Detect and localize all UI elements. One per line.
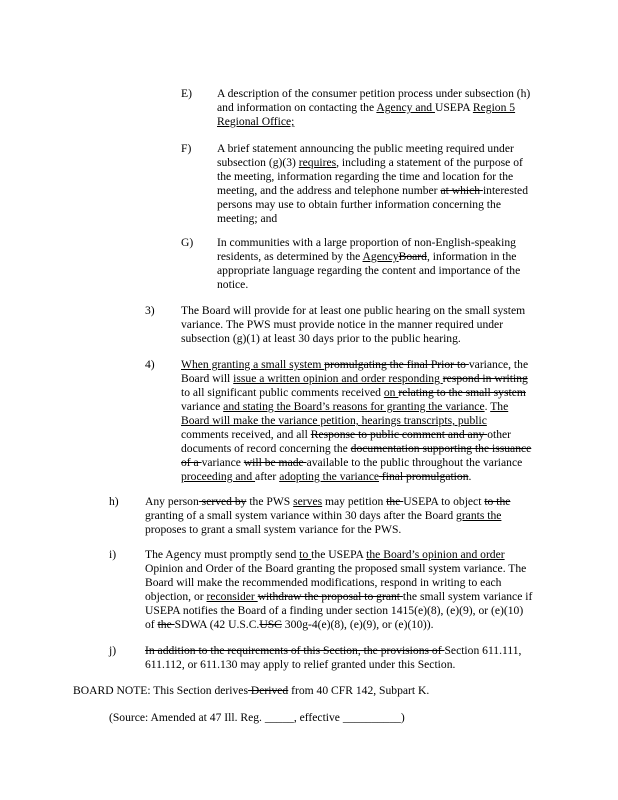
text-run: Board will make the variance petition, hearings transcripts, public (181, 414, 487, 427)
text-run: grants the (456, 509, 502, 522)
text-run: documents of record concerning the (181, 442, 351, 455)
text-run: issue a written opinion and order responding (233, 372, 443, 385)
text-line (181, 304, 601, 318)
text-run: 611.112, or 611.130 may apply to relief granted under this Section. (145, 658, 456, 671)
text-line (181, 386, 601, 400)
text-run: to (299, 548, 312, 561)
text-run: variance, the (468, 358, 529, 371)
text-run: respond in writing (442, 372, 528, 385)
text-run: , including a statement of the purpose of (336, 156, 523, 169)
text-run: Section 611.111, (444, 644, 522, 657)
text-line (181, 358, 601, 372)
text-line (217, 184, 587, 198)
text-line (145, 562, 595, 576)
text-run: relating to the small system (398, 386, 526, 399)
text-run: on (383, 386, 399, 399)
text-run: A description of the consumer petition process under subsection (h) (217, 87, 531, 100)
text-run: will be made (243, 456, 307, 469)
text-run: Any person (145, 495, 199, 508)
text-run: In addition to the requirements of this Section, the provisions of (145, 644, 445, 657)
text-run: Agency (362, 250, 399, 263)
text-run: subsection (g)(1) at least 30 days prior to the public hearing. (181, 332, 461, 345)
text-line (181, 372, 601, 386)
text-line (145, 495, 595, 509)
item-label: 4) (145, 358, 155, 371)
text-run: . (484, 400, 491, 413)
text-run: served by (198, 495, 247, 508)
text-run: SDWA (42 U.S.C. (174, 618, 260, 631)
text-run: from 40 CFR 142, Subpart K. (288, 684, 430, 697)
text-line (145, 509, 595, 523)
item-label: j) (109, 644, 117, 657)
text-run: the meeting, information regarding the time and location for the (217, 170, 514, 183)
text-run: may petition (322, 495, 387, 508)
text-run: Board (398, 250, 427, 263)
text-line (145, 604, 595, 618)
text-line (145, 548, 595, 562)
text-run: final promulgation (378, 470, 469, 483)
text-run: variance (181, 400, 224, 413)
text-run: after (255, 470, 280, 483)
item-label: 3) (145, 304, 155, 317)
text-line (181, 456, 601, 470)
text-run: and stating the Board’s reasons for granting the variance (223, 400, 485, 413)
text-line (217, 142, 587, 156)
text-run: variance (201, 456, 244, 469)
text-run: Board will (181, 372, 234, 385)
text-run: A brief statement announcing the public meeting required under (217, 142, 514, 155)
text-line (217, 101, 587, 115)
text-run: Derived (247, 684, 289, 697)
text-run: adopting the variance (279, 470, 379, 483)
text-run: proposes to grant a small system variance for the PWS. (145, 523, 402, 536)
text-run: of a (181, 456, 202, 469)
text-run: objection, or (145, 590, 207, 603)
text-line (109, 711, 589, 725)
text-line (217, 156, 587, 170)
text-run: documentation supporting the issuance (350, 442, 532, 455)
text-run: the (386, 495, 404, 508)
text-line (217, 264, 587, 278)
text-run: proceeding and (181, 470, 256, 483)
text-run: comments received, and all (181, 428, 311, 441)
text-run: notice. (217, 278, 249, 291)
text-run: subsection (g)(3) (217, 156, 299, 169)
text-line (217, 115, 587, 129)
text-run: USEPA notifies the Board of a finding under section 1415(e)(8), (e)(9), or (e)(10) (145, 604, 524, 617)
text-line (145, 576, 595, 590)
item-text (217, 236, 587, 292)
text-line (181, 400, 601, 414)
item-text (145, 548, 595, 632)
text-line (217, 250, 587, 264)
text-run: promulgating the final (324, 358, 431, 371)
board-note-text (73, 684, 573, 698)
text-line (181, 470, 601, 484)
text-run: (Source: Amended at 47 Ill. Reg. _____, effective __________) (109, 711, 405, 724)
text-line (217, 236, 587, 250)
text-line (181, 332, 601, 346)
text-run: residents, as determined by the (217, 250, 363, 263)
text-run: The Agency must promptly send (145, 548, 300, 561)
text-run: , information in the (426, 250, 517, 263)
text-run: Region 5 (472, 101, 516, 114)
text-run: to all significant public comments received (181, 386, 384, 399)
text-run: BOARD NOTE: This Section derives (73, 684, 248, 697)
text-run: the small system variance if (402, 590, 533, 603)
text-run: withdraw the proposal to grant (257, 590, 403, 603)
item-label: F) (181, 142, 192, 155)
text-run: reconsider (206, 590, 258, 603)
text-run: Prior to (430, 358, 469, 371)
text-line (145, 590, 595, 604)
text-line (217, 87, 587, 101)
text-line (145, 644, 595, 658)
item-label: i) (109, 548, 117, 561)
item-label: E) (181, 87, 192, 100)
text-run: When granting a small system (181, 358, 325, 371)
source-note-text (109, 711, 589, 725)
text-run: Response to public comment and any (310, 428, 488, 441)
text-run: and information on contacting the (217, 101, 377, 114)
item-text (217, 142, 587, 226)
text-run: at which (440, 184, 483, 197)
text-line (181, 414, 601, 428)
text-line (145, 658, 595, 672)
text-run: to the (484, 495, 511, 508)
text-line (181, 318, 601, 332)
item-label: G) (181, 236, 194, 249)
text-run: the PWS (246, 495, 294, 508)
text-run: Board will make the recommended modifications, respond in writing to each (145, 576, 502, 589)
text-run: the (157, 618, 175, 631)
text-run: available to the public throughout the variance (306, 456, 523, 469)
text-run: USC (259, 618, 282, 631)
item-text (145, 495, 595, 537)
text-line (217, 212, 587, 226)
text-run: variance. The PWS must provide notice in the manner required under (181, 318, 504, 331)
text-line (145, 523, 595, 537)
text-run: appropriate language regarding the content and importance of the (217, 264, 521, 277)
text-run: the USEPA (311, 548, 367, 561)
text-run: meeting; and (217, 212, 278, 225)
text-run: of (145, 618, 158, 631)
text-run: USEPA to object (403, 495, 485, 508)
text-run: The Board will provide for at least one public hearing on the small system (181, 304, 526, 317)
item-text (181, 358, 601, 484)
text-run: Opinion and Order of the Board granting the proposed small system variance. The (145, 562, 527, 575)
item-text (181, 304, 601, 346)
text-run: USEPA (434, 101, 473, 114)
text-run: The (490, 400, 509, 413)
text-run: Agency and (376, 101, 435, 114)
text-line (217, 278, 587, 292)
text-run: persons may use to obtain further information concerning the (217, 198, 501, 211)
text-line (181, 442, 601, 456)
text-run: meeting, and the address and telephone number (217, 184, 441, 197)
item-text (217, 87, 587, 129)
text-run: granting of a small system variance within 30 days after the Board (145, 509, 457, 522)
text-line (181, 428, 601, 442)
text-run: 300g-4(e)(8), (e)(9), or (e)(10)). (281, 618, 434, 631)
text-run: the Board’s opinion and order (366, 548, 505, 561)
text-run: other (487, 428, 512, 441)
text-line (145, 618, 595, 632)
text-line (217, 198, 587, 212)
text-run: Regional Office; (217, 115, 295, 128)
item-label: h) (109, 495, 119, 508)
text-run: In communities with a large proportion of non-English-speaking (217, 236, 516, 249)
text-run: requires (298, 156, 337, 169)
text-run: interested (482, 184, 529, 197)
text-run: serves (293, 495, 323, 508)
text-line (217, 170, 587, 184)
item-text (145, 644, 595, 672)
text-run: . (468, 470, 472, 483)
text-line (73, 684, 573, 698)
